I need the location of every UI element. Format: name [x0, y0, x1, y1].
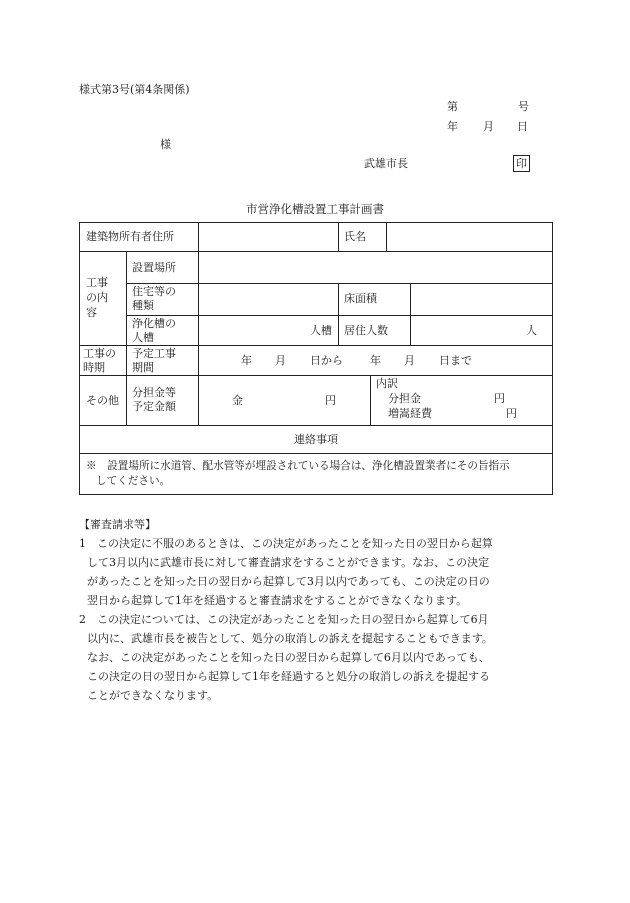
period-to-month: 月	[404, 354, 415, 367]
form-number: 様式第3号(第4条関係)	[79, 83, 190, 96]
residents-unit: 人	[526, 324, 537, 337]
table-rule	[386, 223, 387, 251]
appeal-item-2: 2 この決定については、この決定があったことを知った日の翌日から起算して6月 以内に、武雄市長を被告として、処分の取消しの訴えを提起することもできます。 なお、この決定があったことを知った日の翌日から起算して6月以内であっても、 この決定の日の翌日から起算して1年を経過すると処分の取消しの訴えを提起する ことができなくなります。	[79, 613, 493, 702]
date-month-label: 月	[483, 120, 494, 133]
planned-period-label: 予定工事 期間	[132, 347, 176, 374]
table-rule	[338, 223, 339, 251]
share-fee-unit: 円	[494, 392, 505, 405]
date-year-label: 年	[447, 120, 458, 133]
appeal-item-1: 1 この決定に不服のあるときは、この決定があったことを知った日の翌日から起算 して3月以内に武雄市長に対して審査請求をすることができます。なお、この決定 があったことを知った日の翌日から起算して3月以内であっても、この決定の日の 翌日から起算して1年を経過すると審査請求をすることができなくなります。	[79, 537, 493, 607]
addressee-suffix: 様	[160, 138, 171, 151]
amount-prefix: 金	[232, 394, 243, 407]
doc-number-label: 第	[447, 100, 458, 113]
table-rule	[80, 345, 552, 346]
tank-capacity-unit: 人槽	[310, 324, 332, 337]
period-from-year: 年	[241, 354, 252, 367]
plan-table	[79, 222, 553, 495]
breakdown-label: 内訳	[376, 377, 398, 390]
tank-capacity-label: 浄化槽の 人槽	[132, 317, 176, 344]
table-rule	[370, 375, 371, 425]
table-rule	[80, 453, 552, 454]
table-rule	[410, 283, 411, 345]
extra-cost-unit: 円	[506, 407, 517, 420]
issuer-name: 武雄市長	[364, 157, 408, 170]
share-amount-label: 分担金等 予定金額	[132, 386, 176, 413]
table-rule	[80, 251, 552, 252]
period-label: 工事の 時期	[83, 347, 116, 374]
table-rule	[126, 283, 552, 284]
table-rule	[126, 315, 552, 316]
work-content-label: 工事 の内 容	[86, 276, 108, 319]
table-rule	[126, 251, 127, 425]
document-title: 市営浄化槽設置工事計画書	[246, 202, 384, 216]
table-rule	[338, 283, 339, 345]
name-label: 氏名	[344, 230, 366, 243]
share-fee-label: 分担金	[388, 392, 421, 405]
period-from-month: 月	[275, 354, 286, 367]
note-text: ※ 設置場所に水道管、配水管等が埋設されている場合は、浄化槽設置業者にその旨指示 してください。	[86, 460, 510, 487]
site-label: 設置場所	[132, 261, 176, 274]
period-to-day: 日まで	[439, 354, 472, 367]
other-label: その他	[86, 394, 119, 407]
table-rule	[198, 251, 199, 425]
period-to-year: 年	[370, 354, 381, 367]
floor-area-label: 床面積	[344, 292, 377, 305]
table-rule	[80, 375, 552, 376]
extra-cost-label: 増嵩経費	[388, 407, 432, 420]
amount-unit: 円	[325, 394, 336, 407]
residents-label: 居住人数	[344, 324, 388, 337]
owner-address-label: 建築物所有者住所	[86, 230, 174, 243]
period-from-day: 日から	[310, 354, 343, 367]
date-day-label: 日	[517, 120, 528, 133]
table-rule	[198, 223, 199, 251]
seal-mark: 印	[513, 155, 530, 172]
contact-label: 連絡事項	[294, 433, 338, 446]
table-rule	[80, 425, 552, 426]
house-type-label: 住宅等の 種類	[132, 285, 176, 312]
doc-number-suffix: 号	[518, 100, 529, 113]
appeal-heading: 【審査請求等】	[79, 518, 156, 531]
